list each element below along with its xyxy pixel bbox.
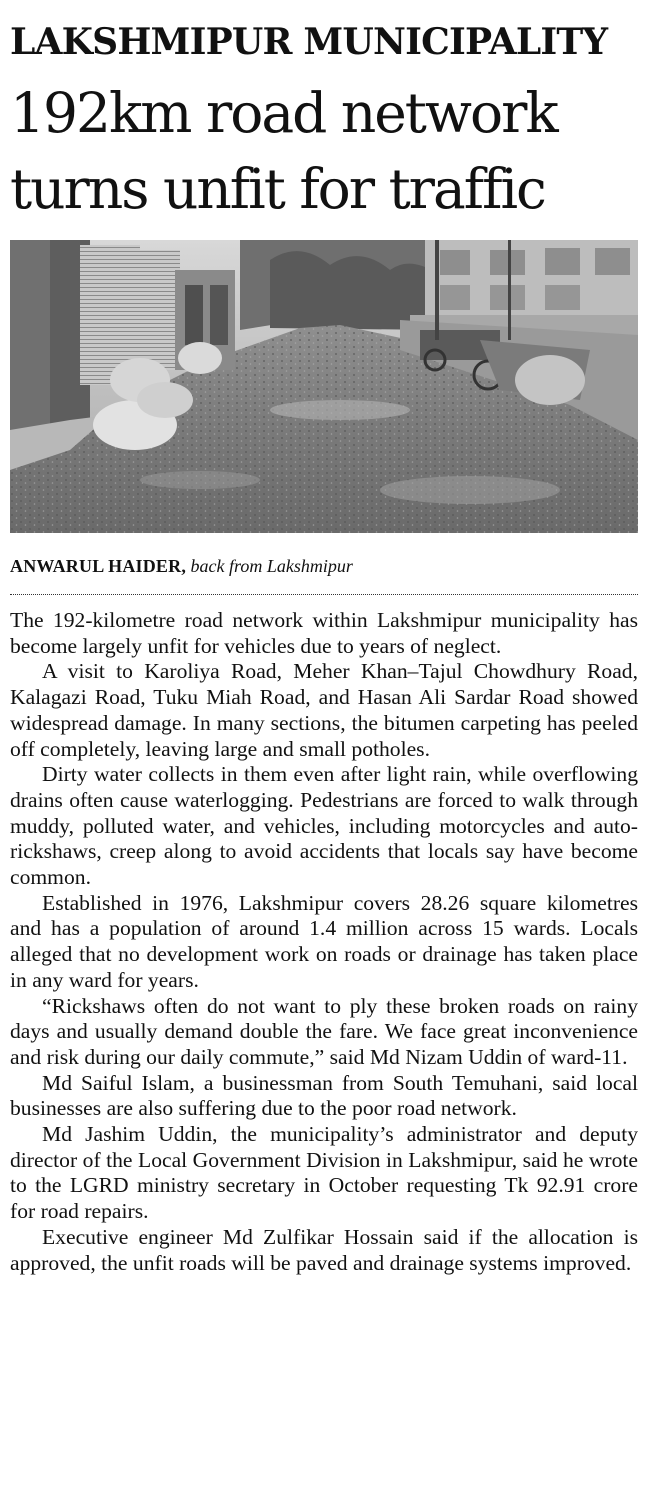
news-photo xyxy=(10,240,638,533)
paragraph: Dirty water collects in them even after light rain, while overflowing drains often cause waterlogging. Pedestrians are forced to walk through muddy, polluted water, and vehicles, including motorcycles and auto-rickshaws, creep along to avoid accidents that locals say have become common. xyxy=(10,762,638,890)
paragraph: Md Saiful Islam, a businessman from South Temuhani, said local businesses are also suffering due to the poor road network. xyxy=(10,1070,638,1121)
headline: 192km road network turns unfit for traffic xyxy=(10,81,557,221)
paragraph: A visit to Karoliya Road, Meher Khan–Tajul Chowdhury Road, Kalagazi Road, Tuku Miah Road, and Hasan Ali Sardar Road showed widespread damage. In many sections, the bitumen carpeting has peeled off completely, leaving large and small potholes. xyxy=(10,659,638,761)
paragraph: “Rickshaws often do not want to ply these broken roads on rainy days and usually demand double the fare. We face great inconvenience and risk during our daily commute,” said Md Nizam Uddin of ward-11. xyxy=(10,993,638,1069)
paragraph: Md Jashim Uddin, the municipality’s administrator and deputy director of the Local Government Division in Lakshmipur, said he wrote to the LGRD ministry secretary in October requesting Tk 92.91 crore for road repairs. xyxy=(10,1122,638,1224)
paragraph: Established in 1976, Lakshmipur covers 28.26 square kilometres and has a population of around 1.4 million across 15 wards. Locals alleged that no development work on roads or drainage has taken place in any ward for years. xyxy=(10,890,638,992)
dotted-divider xyxy=(10,594,638,595)
byline xyxy=(10,556,638,577)
paragraph: Executive engineer Md Zulfikar Hossain said if the allocation is approved, the unfit roads will be paved and drainage systems improved. xyxy=(10,1224,638,1275)
byline-author: ANWARUL HAIDER, xyxy=(10,556,187,576)
article-body xyxy=(10,608,638,1276)
byline-location: back from Lakshmipur xyxy=(190,556,353,576)
kicker: LAKSHMIPUR MUNICIPALITY xyxy=(10,21,608,63)
paragraph: The 192-kilometre road network within Lakshmipur municipality has become largely unfit for vehicles due to years of neglect. xyxy=(10,608,638,658)
